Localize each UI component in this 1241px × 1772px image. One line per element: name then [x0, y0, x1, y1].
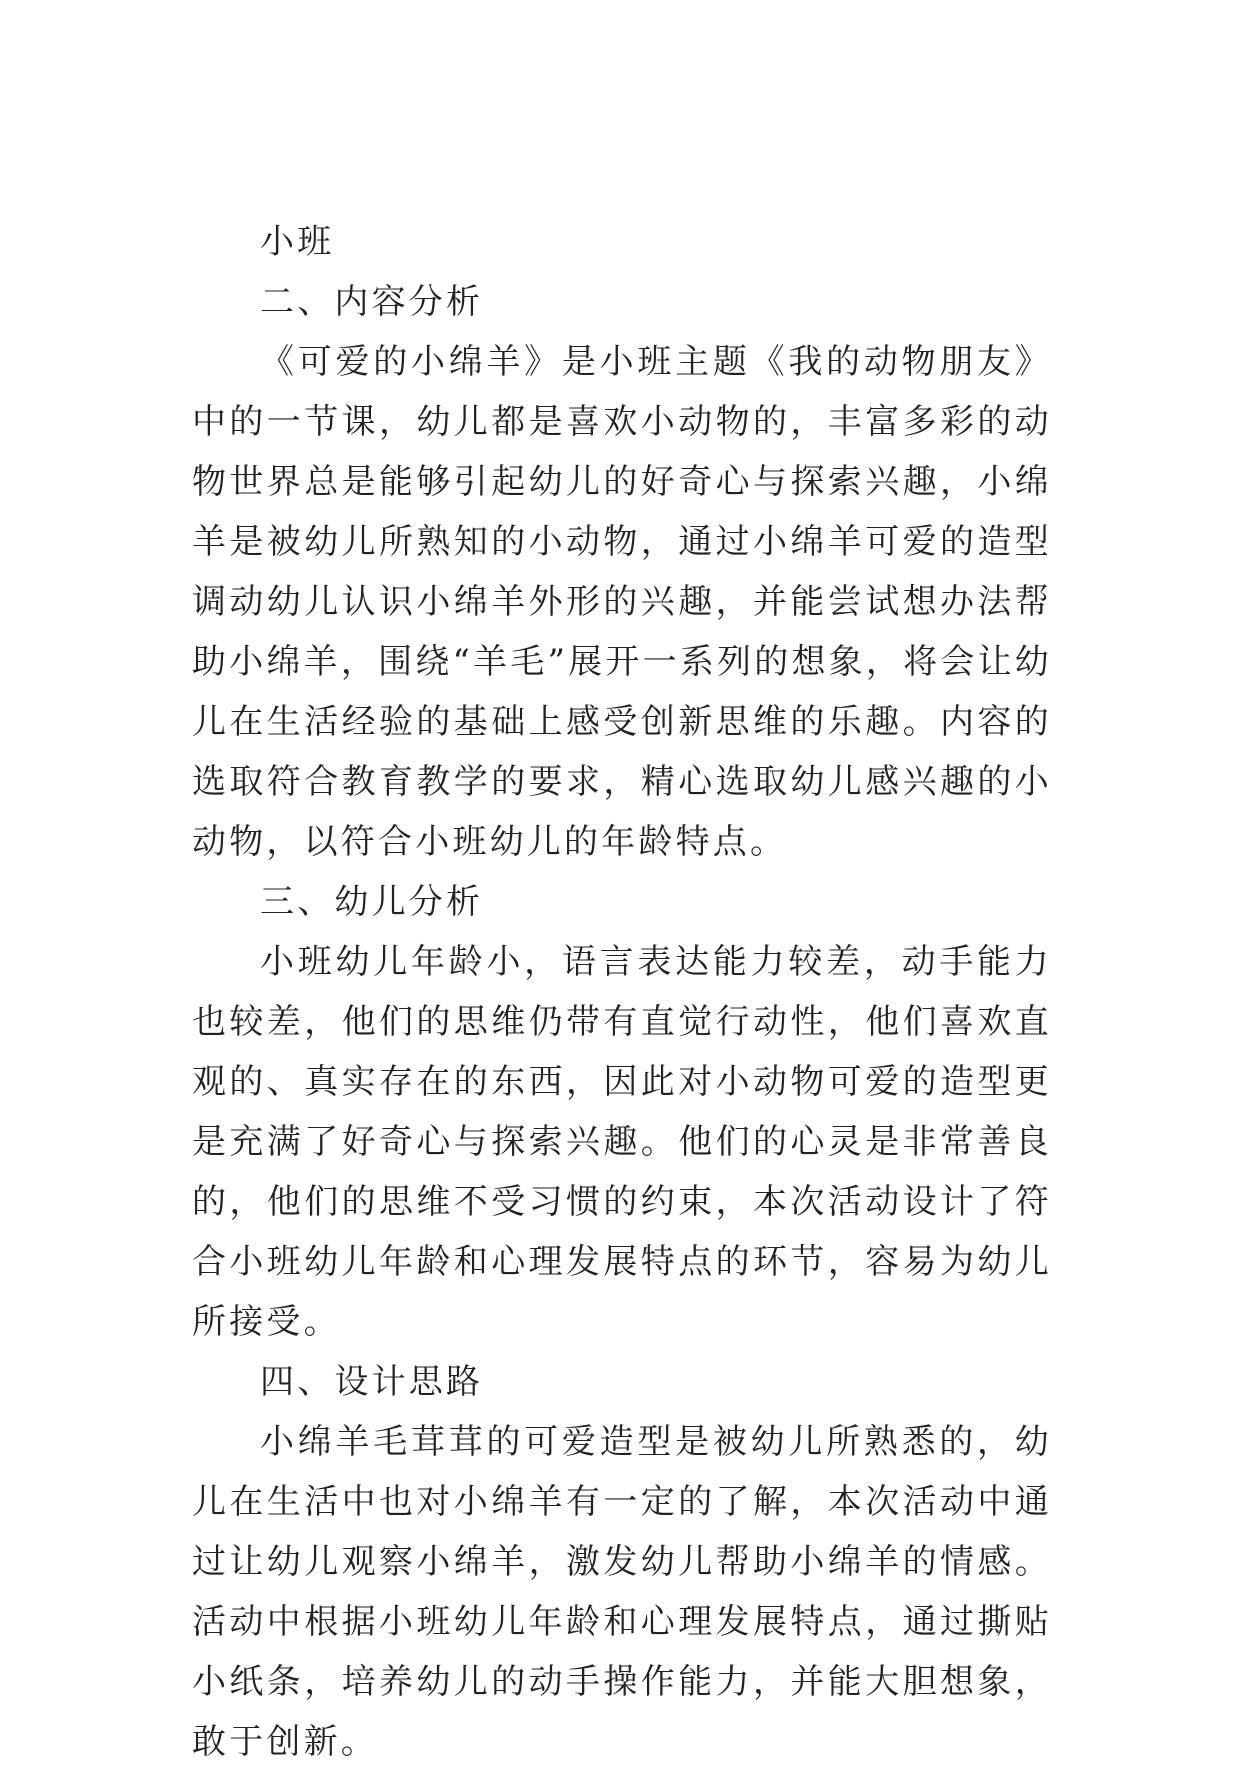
paragraph-child-analysis: 小班幼儿年龄小，语言表达能力较差，动手能力也较差，他们的思维仍带有直觉行动性，他们喜欢直观的、真实存在的东西，因此对小动物可爱的造型更是充满了好奇心与探索兴趣。他们的心灵是非常善良的，他们的思维不受习惯的约束，本次活动设计了符合小班幼儿年龄和心理发展特点的环节，容易为幼儿所接受。: [192, 942, 1052, 1342]
section-heading-content-analysis: 二、内容分析: [260, 282, 484, 322]
grade-level-line: 小班: [260, 222, 335, 262]
section-heading-child-analysis: 三、幼儿分析: [260, 882, 484, 922]
paragraph-design-idea: 小绵羊毛茸茸的可爱造型是被幼儿所熟悉的，幼儿在生活中也对小绵羊有一定的了解，本次活动中通过让幼儿观察小绵羊，激发幼儿帮助小绵羊的情感。活动中根据小班幼儿年龄和心理发展特点，通过撕贴小纸条，培养幼儿的动手操作能力，并能大胆想象，敢于创新。: [192, 1422, 1052, 1762]
section-heading-design-idea: 四、设计思路: [260, 1362, 484, 1402]
paragraph-content-analysis: 《可爱的小绵羊》是小班主题《我的动物朋友》中的一节课，幼儿都是喜欢小动物的，丰富多彩的动物世界总是能够引起幼儿的好奇心与探索兴趣，小绵羊是被幼儿所熟知的小动物，通过小绵羊可爱的造型调动幼儿认识小绵羊外形的兴趣，并能尝试想办法帮助小绵羊，围绕“羊毛”展开一系列的想象，将会让幼儿在生活经验的基础上感受创新思维的乐趣。内容的选取符合教育教学的要求，精心选取幼儿感兴趣的小动物，以符合小班幼儿的年龄特点。: [192, 342, 1052, 862]
document-body: [192, 212, 1052, 1772]
